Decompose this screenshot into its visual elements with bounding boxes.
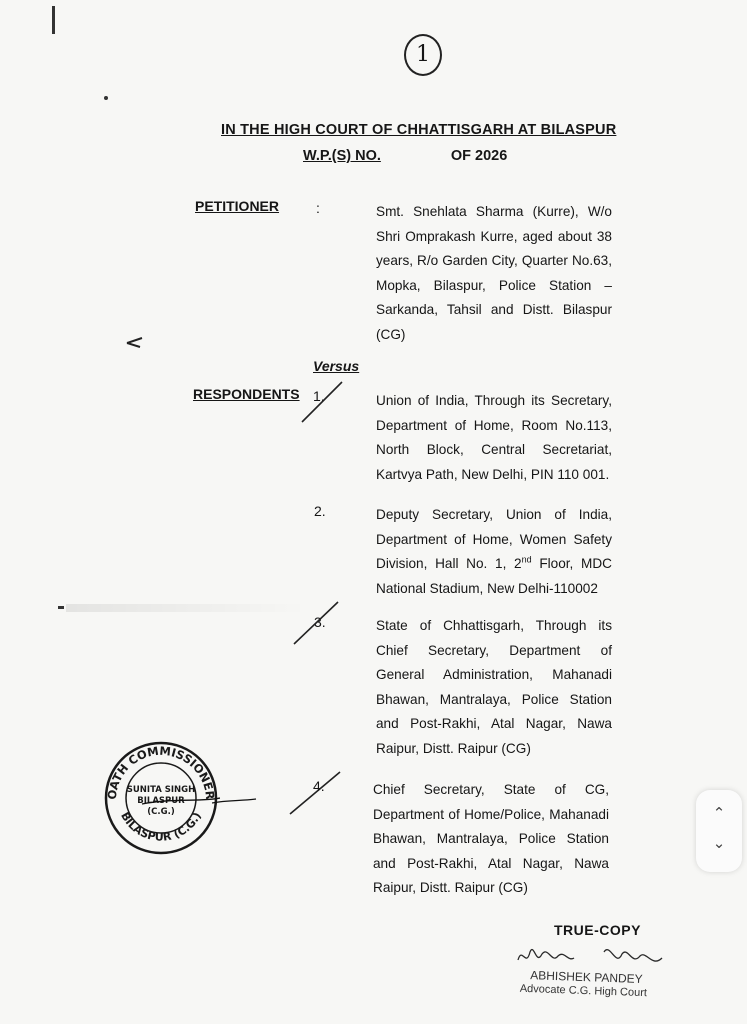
page-nav-control <box>696 790 742 872</box>
advocate-designation: Advocate C.G. High Court <box>519 982 648 1000</box>
respondent-2-text-after: Floor, MDC National Stadium, New Delhi-110002 <box>376 556 612 596</box>
case-number <box>303 148 507 164</box>
svg-text:OATH COMMISSIONER: OATH COMMISSIONER <box>104 743 218 801</box>
svg-text:(C.G.): (C.G.) <box>147 807 175 817</box>
respondent-4-details: Chief Secretary, State of CG, Department of Home/Police, Mahanadi Bhawan, Mantralaya, Police Station and Post-Rakhi, Atal Nagar, Nawa Raipur, Distt. Raipur (CG) <box>373 782 609 896</box>
court-title: IN THE HIGH COURT OF CHHATTISGARH AT BILASPUR <box>221 122 617 138</box>
petitioner-colon: : <box>316 200 320 216</box>
svg-text:BILASPUR: BILASPUR <box>137 796 185 806</box>
scan-dot <box>58 606 64 609</box>
signature-stroke <box>212 795 258 809</box>
checkmark-icon <box>298 380 346 424</box>
oath-commissioner-stamp <box>102 740 220 856</box>
respondent-number: 4. <box>313 778 325 794</box>
petitioner-label: PETITIONER <box>195 198 280 214</box>
respondent-number: 1. <box>313 388 325 404</box>
scan-mark <box>52 6 55 34</box>
respondent-1-details: Union of India, Through its Secretary, Department of Home, Room No.113, North Block, Central Secretariat, Kartvya Path, New Delhi, PIN 110 001. <box>376 393 612 482</box>
chevron-up-icon[interactable]: ⌃ <box>712 805 726 822</box>
scan-smudge <box>66 604 306 612</box>
true-copy-label: TRUE-COPY <box>554 922 641 938</box>
svg-text:SUNITA SINGH: SUNITA SINGH <box>126 785 196 795</box>
advocate-stamp <box>520 968 648 1000</box>
svg-text:BILASPUR (C.G.): BILASPUR (C.G.) <box>118 809 204 844</box>
case-suffix: OF 2026 <box>450 148 508 164</box>
advocate-name: ABHISHEK PANDEY <box>530 968 643 987</box>
respondent-2-text-before: Deputy Secretary, Union of India, Department of Home, Women Safety Division, Hall No. 1, 2 <box>376 507 612 572</box>
page-number: 1 <box>404 34 442 76</box>
respondent-number: 2. <box>314 503 326 519</box>
petitioner-details: Smt. Snehlata Sharma (Kurre), W/o Shri Omprakash Kurre, aged about 38 years, R/o Garden City, Quarter No.63, Mopka, Bilaspur, Police Station – Sarkanda, Tahsil and Distt. Bilaspur (CG) <box>376 204 612 342</box>
chevron-down-icon[interactable]: ⌄ <box>712 835 726 852</box>
respondent-2-superscript: nd <box>521 554 532 565</box>
respondent-number: 3. <box>314 614 326 630</box>
case-prefix: W.P.(S) NO. <box>303 148 381 164</box>
respondent-2-details <box>376 503 612 601</box>
versus-heading: Versus <box>313 358 360 374</box>
checkmark-icon <box>286 770 344 816</box>
respondent-3-details: State of Chhattisgarh, Through its Chief Secretary, Department of General Administration, Mahanadi Bhawan, Mantralaya, Police Station and Post-Rakhi, Atal Nagar, Nawa Raipur, Distt. Raipur (CG) <box>376 618 612 756</box>
respondents-label: RESPONDENTS <box>193 386 300 402</box>
scan-dot <box>104 96 108 100</box>
checkmark-icon <box>290 600 342 646</box>
margin-mark <box>124 334 146 350</box>
